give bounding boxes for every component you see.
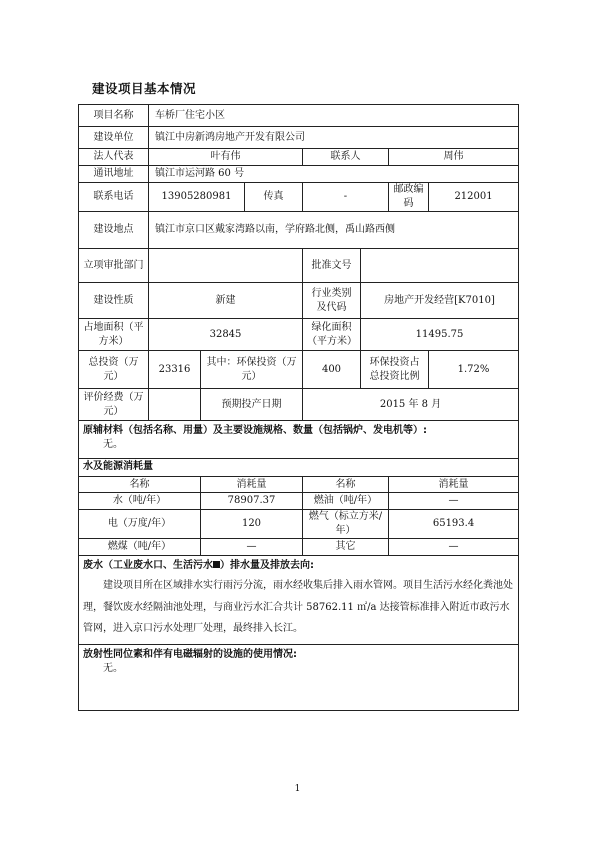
wastewater-section	[79, 556, 519, 645]
approval-no-value	[361, 249, 519, 283]
energy-item-amount: 120	[201, 510, 303, 539]
approval-label: 立项审批部门	[79, 249, 149, 283]
approval-no-label: 批准文号	[303, 249, 361, 283]
energy-item-amount: —	[389, 493, 519, 510]
start-date-label: 预期投产日期	[201, 389, 303, 421]
legal-rep-label: 法人代表	[79, 149, 149, 166]
eval-fee-value	[149, 389, 201, 421]
green-value: 11495.75	[361, 319, 519, 351]
energy-item-amount: 65193.4	[389, 510, 519, 539]
approval-dept-value	[149, 249, 303, 283]
green-label: 绿化面积（平方米）	[303, 319, 361, 351]
energy-item-amount: —	[389, 539, 519, 556]
filled-square-icon	[213, 561, 220, 568]
energy-item-name: 水（吨/年）	[79, 493, 201, 510]
env-invest-value: 400	[303, 351, 361, 389]
industry-value: 房地产开发经营[K7010]	[361, 283, 519, 319]
energy-col-amount-2: 消耗量	[389, 477, 519, 493]
address-label: 通讯地址	[79, 166, 149, 183]
materials-heading: 原辅材料（包括名称、用量）及主要设施规格、数量（包括锅炉、发电机等）:	[83, 425, 427, 436]
contact-value: 周伟	[389, 149, 519, 166]
fax-label: 传真	[245, 183, 303, 212]
nature-value: 新建	[149, 283, 303, 319]
radiation-body: 无。	[103, 663, 123, 674]
nature-label: 建设性质	[79, 283, 149, 319]
area-value: 32845	[149, 319, 303, 351]
energy-heading: 水及能源消耗量	[83, 461, 153, 472]
site-label: 建设地点	[79, 212, 149, 249]
table-row	[79, 510, 519, 539]
wastewater-body: 建设项目所在区域排水实行雨污分流，雨水经收集后排入雨水管网。项目生活污水经化粪池处理，餐饮废水经隔油池处理，与商业污水汇合共计 58762.11 ㎡/a 达接管标准排入附近市政污水管网，进入京口污水处理厂处理，最终排入长江。	[83, 580, 513, 634]
start-date-value: 2015 年 8 月	[303, 389, 519, 421]
industry-label: 行业类别及代码	[303, 283, 361, 319]
project-name-value: 车桥厂住宅小区	[149, 105, 519, 127]
phone-label: 联系电话	[79, 183, 149, 212]
env-invest-label: 其中：环保投资（万元）	[201, 351, 303, 389]
energy-item-name: 电（万度/年）	[79, 510, 201, 539]
energy-item-name: 其它	[303, 539, 389, 556]
ratio-label: 环保投资占总投资比例	[361, 351, 429, 389]
materials-section	[79, 421, 519, 459]
energy-col-amount-1: 消耗量	[201, 477, 303, 493]
site-value: 镇江市京口区戴家湾路以南，学府路北侧，禹山路西侧	[149, 212, 519, 249]
postcode-label: 邮政编码	[389, 183, 429, 212]
contact-label: 联系人	[303, 149, 389, 166]
area-label: 占地面积（平方米）	[79, 319, 149, 351]
address-value: 镇江市运河路 60 号	[149, 166, 519, 183]
energy-heading-cell	[79, 459, 519, 477]
page-number: 1	[294, 784, 301, 794]
materials-body: 无。	[103, 439, 123, 450]
builder-label: 建设单位	[79, 127, 149, 149]
radiation-heading: 放射性同位素和伴有电磁辐射的设施的使用情况:	[83, 649, 297, 660]
project-name-label: 项目名称	[79, 105, 149, 127]
builder-value: 镇江中房新鸿房地产开发有限公司	[149, 127, 519, 149]
energy-item-name: 燃煤（吨/年）	[79, 539, 201, 556]
fax-value: -	[303, 183, 389, 212]
energy-col-name-1: 名称	[79, 477, 201, 493]
ratio-value: 1.72%	[429, 351, 519, 389]
radiation-section	[79, 645, 519, 711]
energy-item-name: 燃油（吨/年）	[303, 493, 389, 510]
eval-fee-label: 评价经费（万元）	[79, 389, 149, 421]
energy-item-amount: —	[201, 539, 303, 556]
project-info-table	[78, 104, 519, 711]
energy-item-amount: 78907.37	[201, 493, 303, 510]
phone-value: 13905280981	[149, 183, 245, 212]
invest-label: 总投资（万元）	[79, 351, 149, 389]
table-row	[79, 493, 519, 510]
invest-value: 23316	[149, 351, 201, 389]
postcode-value: 212001	[429, 183, 519, 212]
energy-col-name-2: 名称	[303, 477, 389, 493]
energy-item-name: 燃气（标立方米/年）	[303, 510, 389, 539]
table-row	[79, 539, 519, 556]
page-title: 建设项目基本情况	[92, 81, 197, 96]
wastewater-heading: 废水（工业废水口、生活污水 ）排水量及排放去向:	[83, 560, 314, 571]
legal-rep-value: 叶有伟	[149, 149, 303, 166]
